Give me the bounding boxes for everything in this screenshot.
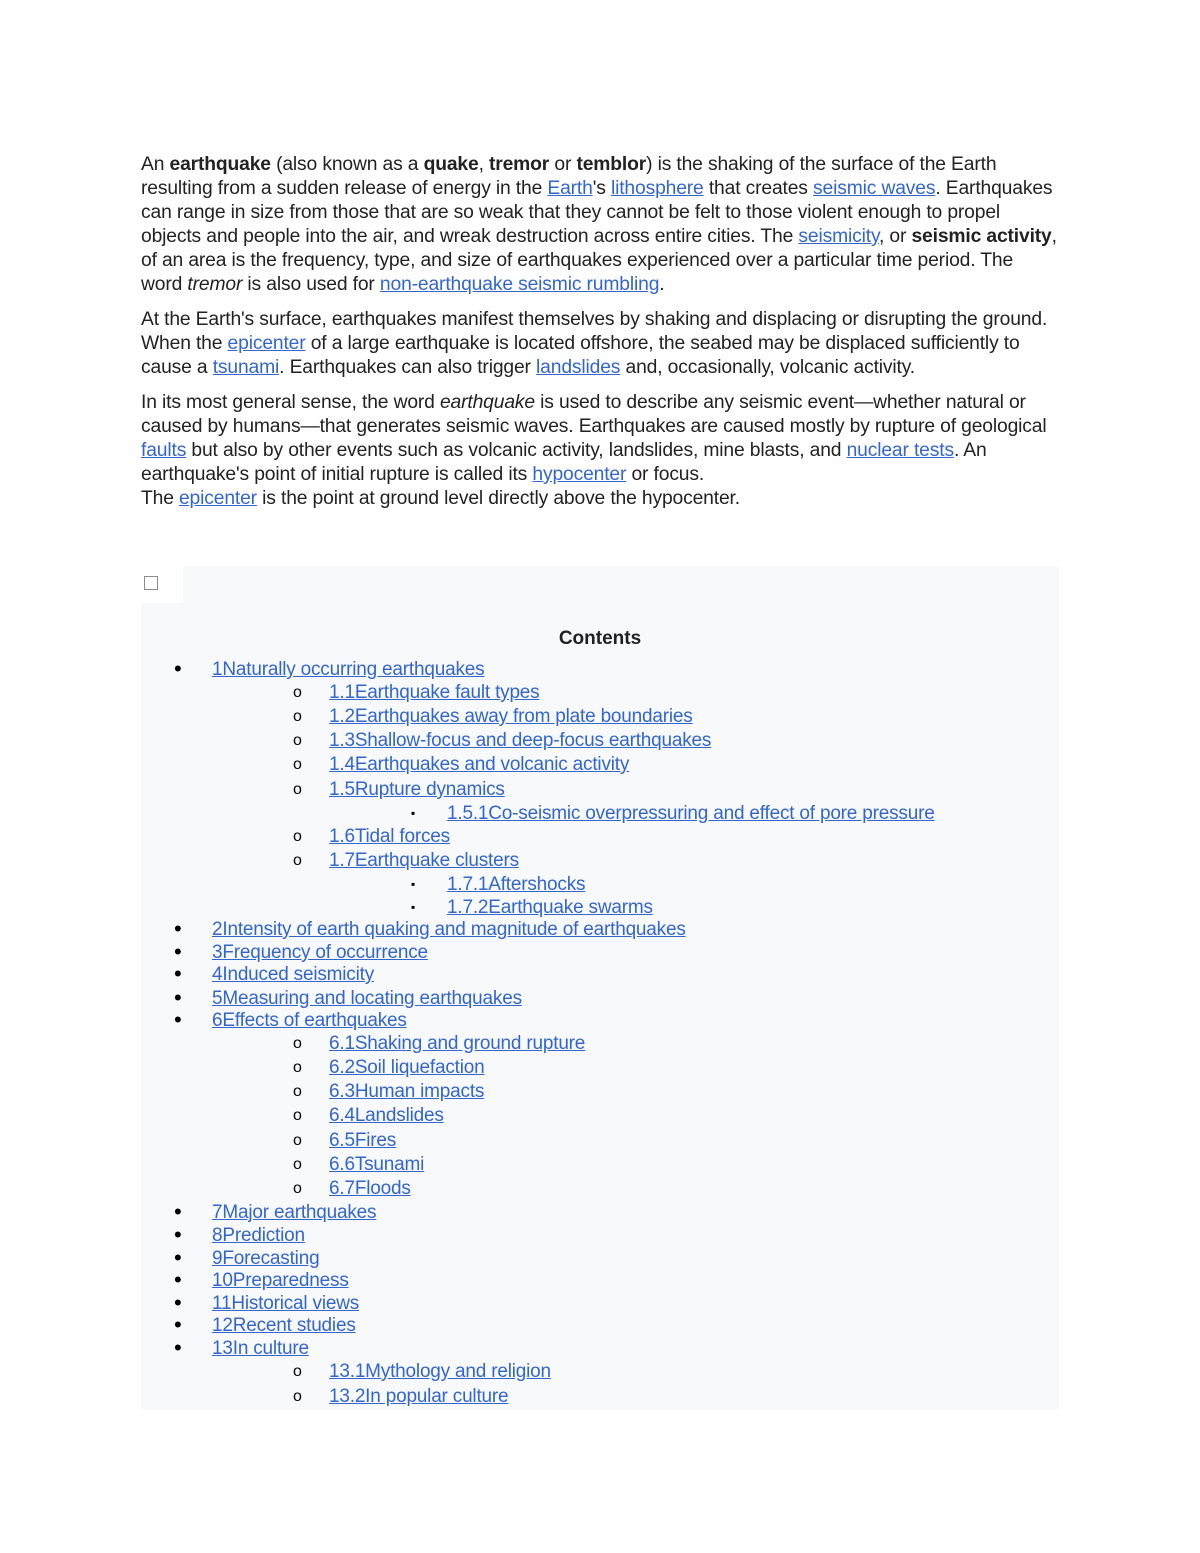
bullet-icon: o xyxy=(293,1035,302,1052)
inline-link[interactable]: hypocenter xyxy=(532,464,627,485)
inline-link[interactable]: faults xyxy=(141,440,187,461)
toc-entry xyxy=(0,1224,1200,1247)
inline-link[interactable]: non-earthquake seismic rumbling xyxy=(379,274,660,295)
bullet-icon: o xyxy=(293,1059,302,1076)
paragraph-text: . Earthquakes can also trigger xyxy=(279,357,537,378)
paragraph-text: , xyxy=(478,154,489,175)
bullet-icon: • xyxy=(174,961,182,986)
toc-link[interactable]: 7Major earthquakes xyxy=(212,1202,377,1223)
paragraph-text: or focus. xyxy=(626,464,705,485)
toc-entry xyxy=(0,1201,1200,1224)
paragraph-text: . xyxy=(659,274,665,295)
toc-entry xyxy=(0,1360,1200,1383)
paragraph-text: and, occasionally, volcanic activity. xyxy=(620,357,916,378)
toc-entry xyxy=(0,1056,1200,1079)
paragraph-text: , or xyxy=(879,226,912,247)
bullet-icon: o xyxy=(293,756,302,773)
paragraph-text: . An earthquake's point of initial rupture is called its xyxy=(141,440,987,485)
toc-entry xyxy=(0,1129,1200,1152)
toc-link[interactable]: 6.7Floods xyxy=(329,1178,411,1199)
toc-entry xyxy=(0,825,1200,848)
toc-link[interactable]: 1.7.2Earthquake swarms xyxy=(447,897,653,918)
toc-link[interactable]: 6.6Tsunami xyxy=(329,1154,425,1175)
bullet-icon: • xyxy=(174,939,182,964)
paragraph-text: is the point at ground level directly above the hypocenter. xyxy=(256,488,740,509)
toc-entry xyxy=(0,778,1200,801)
toc-entry xyxy=(0,1104,1200,1127)
paragraph-text: At the Earth's surface, earthquakes manifest themselves by shaking and displacing or disrupting the ground. When the xyxy=(141,309,1048,354)
bullet-icon: • xyxy=(174,1290,182,1315)
bullet-icon: o xyxy=(293,1083,302,1100)
bullet-icon: o xyxy=(293,1180,302,1197)
toc-link[interactable]: 1.5.1Co-seismic overpressuring and effect of pore pressure xyxy=(447,803,935,824)
toc-link[interactable]: 6.1Shaking and ground rupture xyxy=(329,1033,586,1054)
bullet-icon: • xyxy=(174,1007,182,1032)
inline-link[interactable]: seismicity xyxy=(798,226,879,247)
toc-entry xyxy=(0,658,1200,681)
toc-entry xyxy=(0,1032,1200,1055)
toc-entry xyxy=(0,1177,1200,1200)
toc-entry xyxy=(0,1153,1200,1176)
toc-entry xyxy=(0,753,1200,776)
bullet-icon: ▪ xyxy=(411,900,416,914)
bold-term: seismic activity xyxy=(911,226,1052,247)
toc-title: Contents xyxy=(558,628,642,649)
toc-entry xyxy=(0,873,1200,896)
bullet-icon: ▪ xyxy=(411,806,416,820)
toc-entry xyxy=(0,1385,1200,1408)
inline-link[interactable]: seismic waves xyxy=(813,178,936,199)
paragraph-text: is used to describe any seismic event—whether natural or caused by humans—that generates seismic waves. Earthquakes are caused mostly by rupture of geological xyxy=(141,392,1047,437)
toc-link[interactable]: 5Measuring and locating earthquakes xyxy=(212,988,522,1009)
toc-entry xyxy=(0,802,1200,825)
toc-entry xyxy=(0,1337,1200,1360)
bullet-icon: • xyxy=(174,985,182,1010)
paragraph-text: that creates xyxy=(703,178,814,199)
toc-link[interactable]: 6.5Fires xyxy=(329,1130,397,1151)
bullet-icon: o xyxy=(293,828,302,845)
toc-link[interactable]: 1.7.1Aftershocks xyxy=(447,874,586,895)
paragraph-text: , of an area is the frequency, type, and size of earthquakes experienced over a particular time period. The word xyxy=(141,226,1057,295)
paragraph-text: or xyxy=(549,154,577,175)
bullet-icon: o xyxy=(293,1107,302,1124)
bold-term: quake xyxy=(423,154,479,175)
toc-link[interactable]: 1.6Tidal forces xyxy=(329,826,450,847)
toc-link[interactable]: 1Naturally occurring earthquakes xyxy=(212,659,485,680)
bullet-icon: o xyxy=(293,1132,302,1149)
toc-link[interactable]: 10Preparedness xyxy=(212,1270,349,1291)
toc-entry xyxy=(0,1269,1200,1292)
paragraph-text: is also used for xyxy=(242,274,380,295)
bullet-icon: • xyxy=(174,1245,182,1270)
inline-link[interactable]: epicenter xyxy=(178,488,257,509)
toc-link[interactable]: 13.1Mythology and religion xyxy=(329,1361,551,1382)
bullet-icon: o xyxy=(293,732,302,749)
paragraph-text: 's xyxy=(592,178,611,199)
paragraph-text: but also by other events such as volcanic activity, landslides, mine blasts, and xyxy=(186,440,847,461)
bullet-icon: • xyxy=(174,1199,182,1224)
bullet-icon: • xyxy=(174,1267,182,1292)
inline-link[interactable]: landslides xyxy=(536,357,621,378)
toc-link[interactable]: 1.7Earthquake clusters xyxy=(329,850,519,871)
bold-term: temblor xyxy=(576,154,647,175)
toc-link[interactable]: 6Effects of earthquakes xyxy=(212,1010,407,1031)
paragraph-text: ) is the shaking of the surface of the Earth resulting from a sudden release of energy in the xyxy=(141,154,997,199)
toc-entry xyxy=(0,963,1200,986)
toc-link[interactable]: 9Forecasting xyxy=(212,1248,320,1269)
toc-link[interactable]: 4Induced seismicity xyxy=(212,964,374,985)
bullet-icon: o xyxy=(293,1363,302,1380)
paragraph-text: . Earthquakes can range in size from those that are so weak that they cannot be felt to those violent enough to propel objects and people into the air, and wreak destruction across entire cities. The xyxy=(141,178,1053,247)
toc-entry xyxy=(0,681,1200,704)
italic-term: tremor xyxy=(187,274,243,295)
inline-link[interactable]: lithosphere xyxy=(610,178,704,199)
italic-term: earthquake xyxy=(439,392,535,413)
bullet-icon: • xyxy=(174,656,182,681)
bullet-icon: o xyxy=(293,852,302,869)
toc-link[interactable]: 1.4Earthquakes and volcanic activity xyxy=(329,754,630,775)
toc-entry xyxy=(0,1314,1200,1337)
bold-term: tremor xyxy=(488,154,550,175)
inline-link[interactable]: nuclear tests xyxy=(846,440,954,461)
bullet-icon: o xyxy=(293,684,302,701)
bullet-icon: • xyxy=(174,1335,182,1360)
inline-link[interactable]: tsunami xyxy=(212,357,280,378)
toc-link[interactable]: 13In culture xyxy=(212,1338,309,1359)
toc-entry xyxy=(0,705,1200,728)
bullet-icon: ▪ xyxy=(411,877,416,891)
toc-entry xyxy=(0,918,1200,941)
toc-link[interactable]: 8Prediction xyxy=(212,1225,305,1246)
bullet-icon: o xyxy=(293,781,302,798)
toc-entry xyxy=(0,849,1200,872)
toc-entry xyxy=(0,1009,1200,1032)
bullet-icon: o xyxy=(293,708,302,725)
bullet-icon: • xyxy=(174,1312,182,1337)
bold-term: earthquake xyxy=(169,154,271,175)
toc-link[interactable]: 1.5Rupture dynamics xyxy=(329,779,505,800)
bullet-icon: • xyxy=(174,1222,182,1247)
paragraph-text: (also known as a xyxy=(270,154,424,175)
paragraph-text: An xyxy=(141,154,170,175)
toc-entry xyxy=(0,729,1200,752)
toc-link[interactable]: 6.4Landslides xyxy=(329,1105,444,1126)
inline-link[interactable]: Earth xyxy=(547,178,593,199)
toc-link[interactable]: 1.3Shallow-focus and deep-focus earthquakes xyxy=(329,730,712,751)
toc-link[interactable]: 2Intensity of earth quaking and magnitude of earthquakes xyxy=(212,919,686,940)
bullet-icon: o xyxy=(293,1388,302,1405)
toc-link[interactable]: 6.3Human impacts xyxy=(329,1081,485,1102)
toc-link[interactable]: 11Historical views xyxy=(212,1293,360,1314)
toc-link[interactable]: 1.1Earthquake fault types xyxy=(329,682,540,703)
toc-link[interactable]: 6.2Soil liquefaction xyxy=(329,1057,485,1078)
toc-entry xyxy=(0,1080,1200,1103)
toc-link[interactable]: 12Recent studies xyxy=(212,1315,356,1336)
paragraph-text: In its most general sense, the word xyxy=(141,392,440,413)
inline-link[interactable]: epicenter xyxy=(227,333,306,354)
paragraph-text: The xyxy=(141,488,179,509)
toc-link[interactable]: 13.2In popular culture xyxy=(329,1386,509,1407)
toc-link[interactable]: 3Frequency of occurrence xyxy=(212,942,428,963)
bullet-icon: o xyxy=(293,1156,302,1173)
toc-link[interactable]: 1.2Earthquakes away from plate boundaries xyxy=(329,706,693,727)
bullet-icon: • xyxy=(174,916,182,941)
paragraph-text: of a large earthquake is located offshore, the seabed may be displaced sufficiently to cause a xyxy=(141,333,1020,378)
